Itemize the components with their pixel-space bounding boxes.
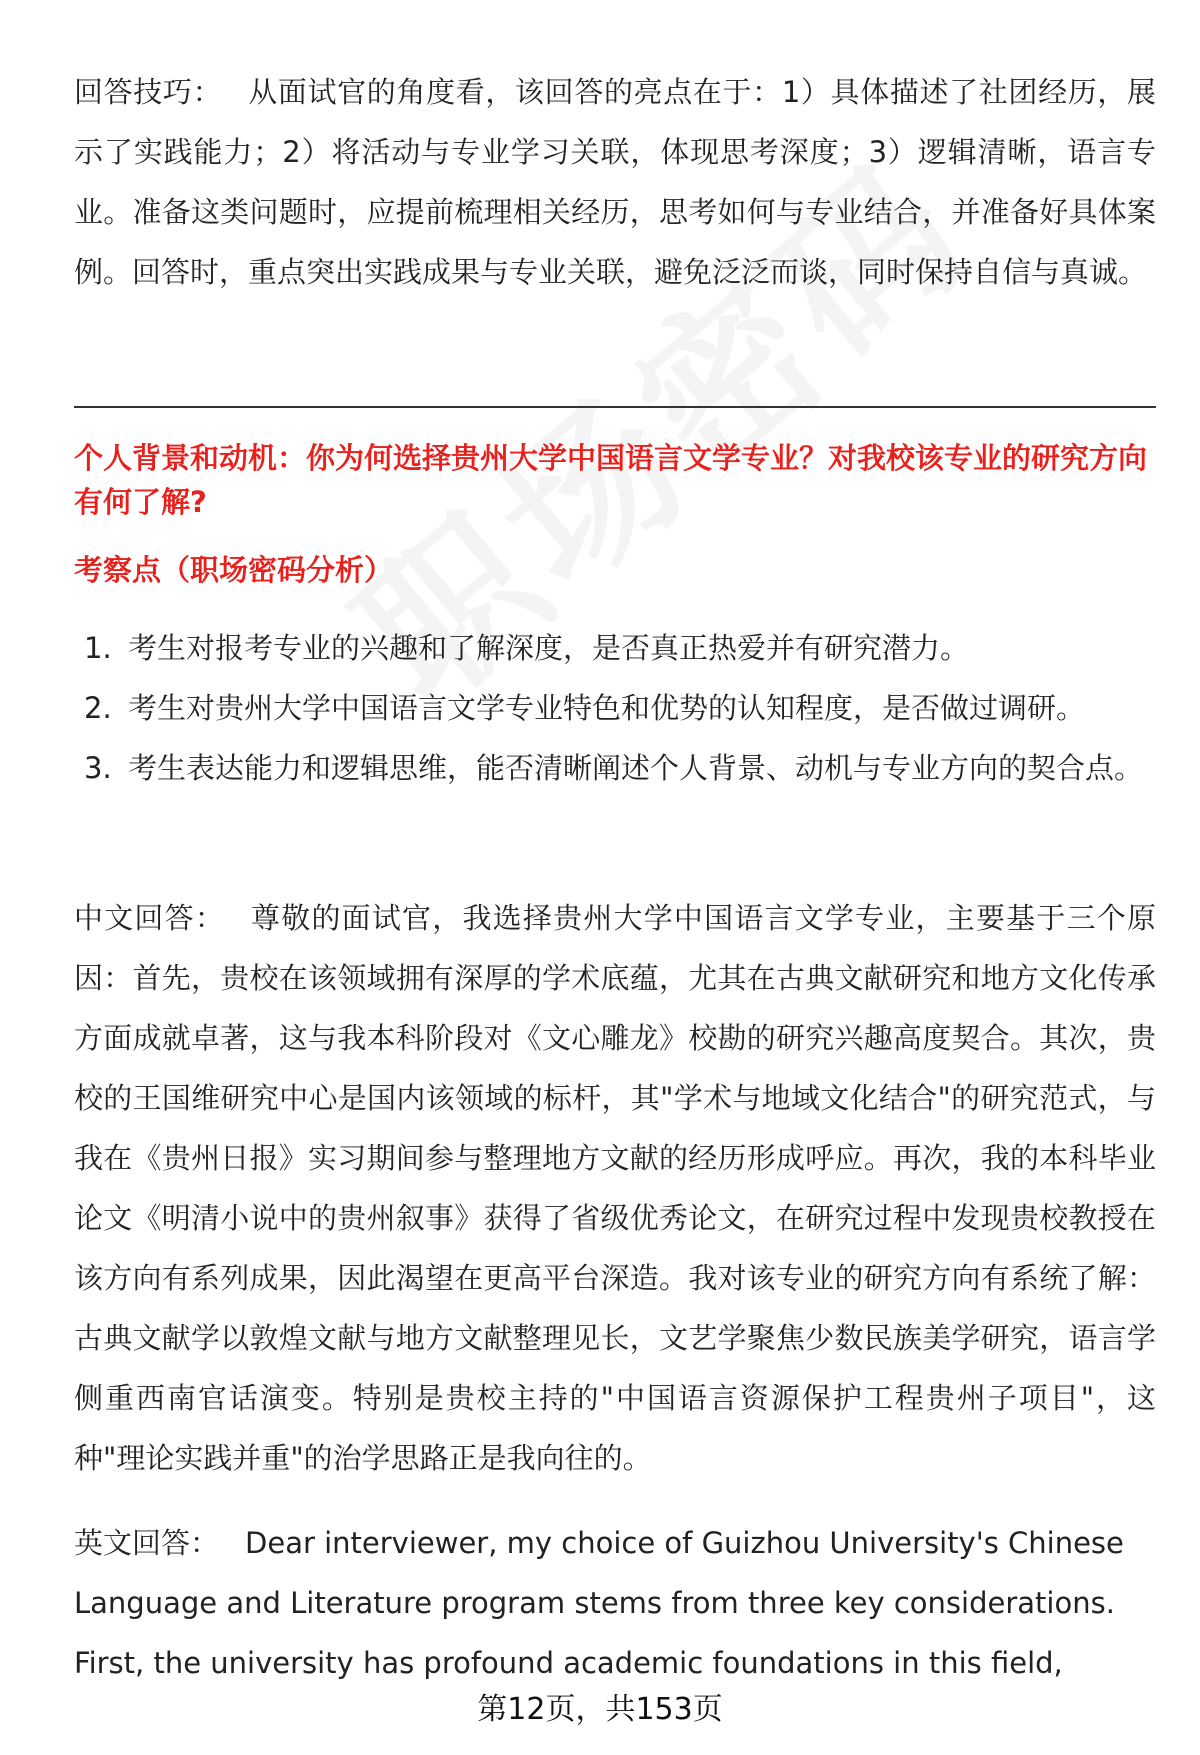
question-heading: 个人背景和动机：你为何选择贵州大学中国语言文学专业？对我校该专业的研究方向有何了解? <box>74 441 1148 519</box>
chinese-answer-text: 尊敬的面试官，我选择贵州大学中国语言文学专业，主要基于三个原因：首先，贵校在该领域拥有深厚的学术底蕴，尤其在古典文献研究和地方文化传承方面成就卓著，这与我本科阶段对《文心雕龙》校勘的研究兴趣高度契合。其次，贵校的王国维研究中心是国内该领域的标杆，其"学术与地域文化结合"的研究范式，与我在《贵州日报》实习期间参与整理地方文献的经历形成呼应。再次，我的本科毕业论文《明清小说中的贵州叙事》获得了省级优秀论文，在研究过程中发现贵校教授在该方向有系列成果，因此渴望在更高平台深造。我对该专业的研究方向有系统了解：古典文献学以敦煌文献与地方文献整理见长，文艺学聚焦少数民族美学研究，语言学侧重西南官话演变。特别是贵校主持的"中国语言资源保护工程贵州子项目"，这种"理论实践并重"的治学思路正是我向往的。 <box>74 901 1156 1475</box>
list-item <box>74 678 1156 738</box>
chinese-answer-paragraph <box>74 888 1156 1488</box>
page-number-footer: 第12页，共153页 <box>477 1692 723 1727</box>
answer-tip-paragraph <box>74 62 1156 302</box>
list-item-text: 考生表达能力和逻辑思维，能否清晰阐述个人背景、动机与专业方向的契合点。 <box>128 751 1144 785</box>
list-item-number: 3. <box>84 751 112 785</box>
english-answer-text: Dear interviewer, my choice of Guizhou University's Chinese Language and Literature program stems from three key considerations. First, the university has profound academic foundations in this field, <box>74 1526 1124 1680</box>
list-item-number: 2. <box>84 691 112 725</box>
answer-tip-text: 从面试官的角度看，该回答的亮点在于：1）具体描述了社团经历，展示了实践能力；2）将活动与专业学习关联，体现思考深度；3）逻辑清晰，语言专业。准备这类问题时，应提前梳理相关经历，思考如何与专业结合，并准备好具体案例。回答时，重点突出实践成果与专业关联，避免泛泛而谈，同时保持自信与真诚。 <box>74 75 1156 289</box>
english-answer-paragraph <box>74 1513 1156 1693</box>
list-item-text: 考生对贵州大学中国语言文学专业特色和优势的认知程度，是否做过调研。 <box>128 691 1086 725</box>
answer-tip-label: 回答技巧： <box>74 75 223 109</box>
chinese-answer-section <box>74 888 1156 1488</box>
answer-tip-section <box>74 62 1156 302</box>
assessment-points-list <box>74 618 1156 798</box>
list-item <box>74 738 1156 798</box>
chinese-answer-label: 中文回答： <box>74 901 226 935</box>
assessment-heading: 考察点（职场密码分析） <box>74 553 394 587</box>
list-item-text: 考生对报考专业的兴趣和了解深度，是否真正热爱并有研究潜力。 <box>128 631 970 665</box>
english-answer-section <box>74 1513 1156 1693</box>
list-item <box>74 618 1156 678</box>
english-answer-label: 英文回答： <box>74 1526 220 1560</box>
section-divider <box>74 406 1156 408</box>
list-item-number: 1. <box>84 631 112 665</box>
